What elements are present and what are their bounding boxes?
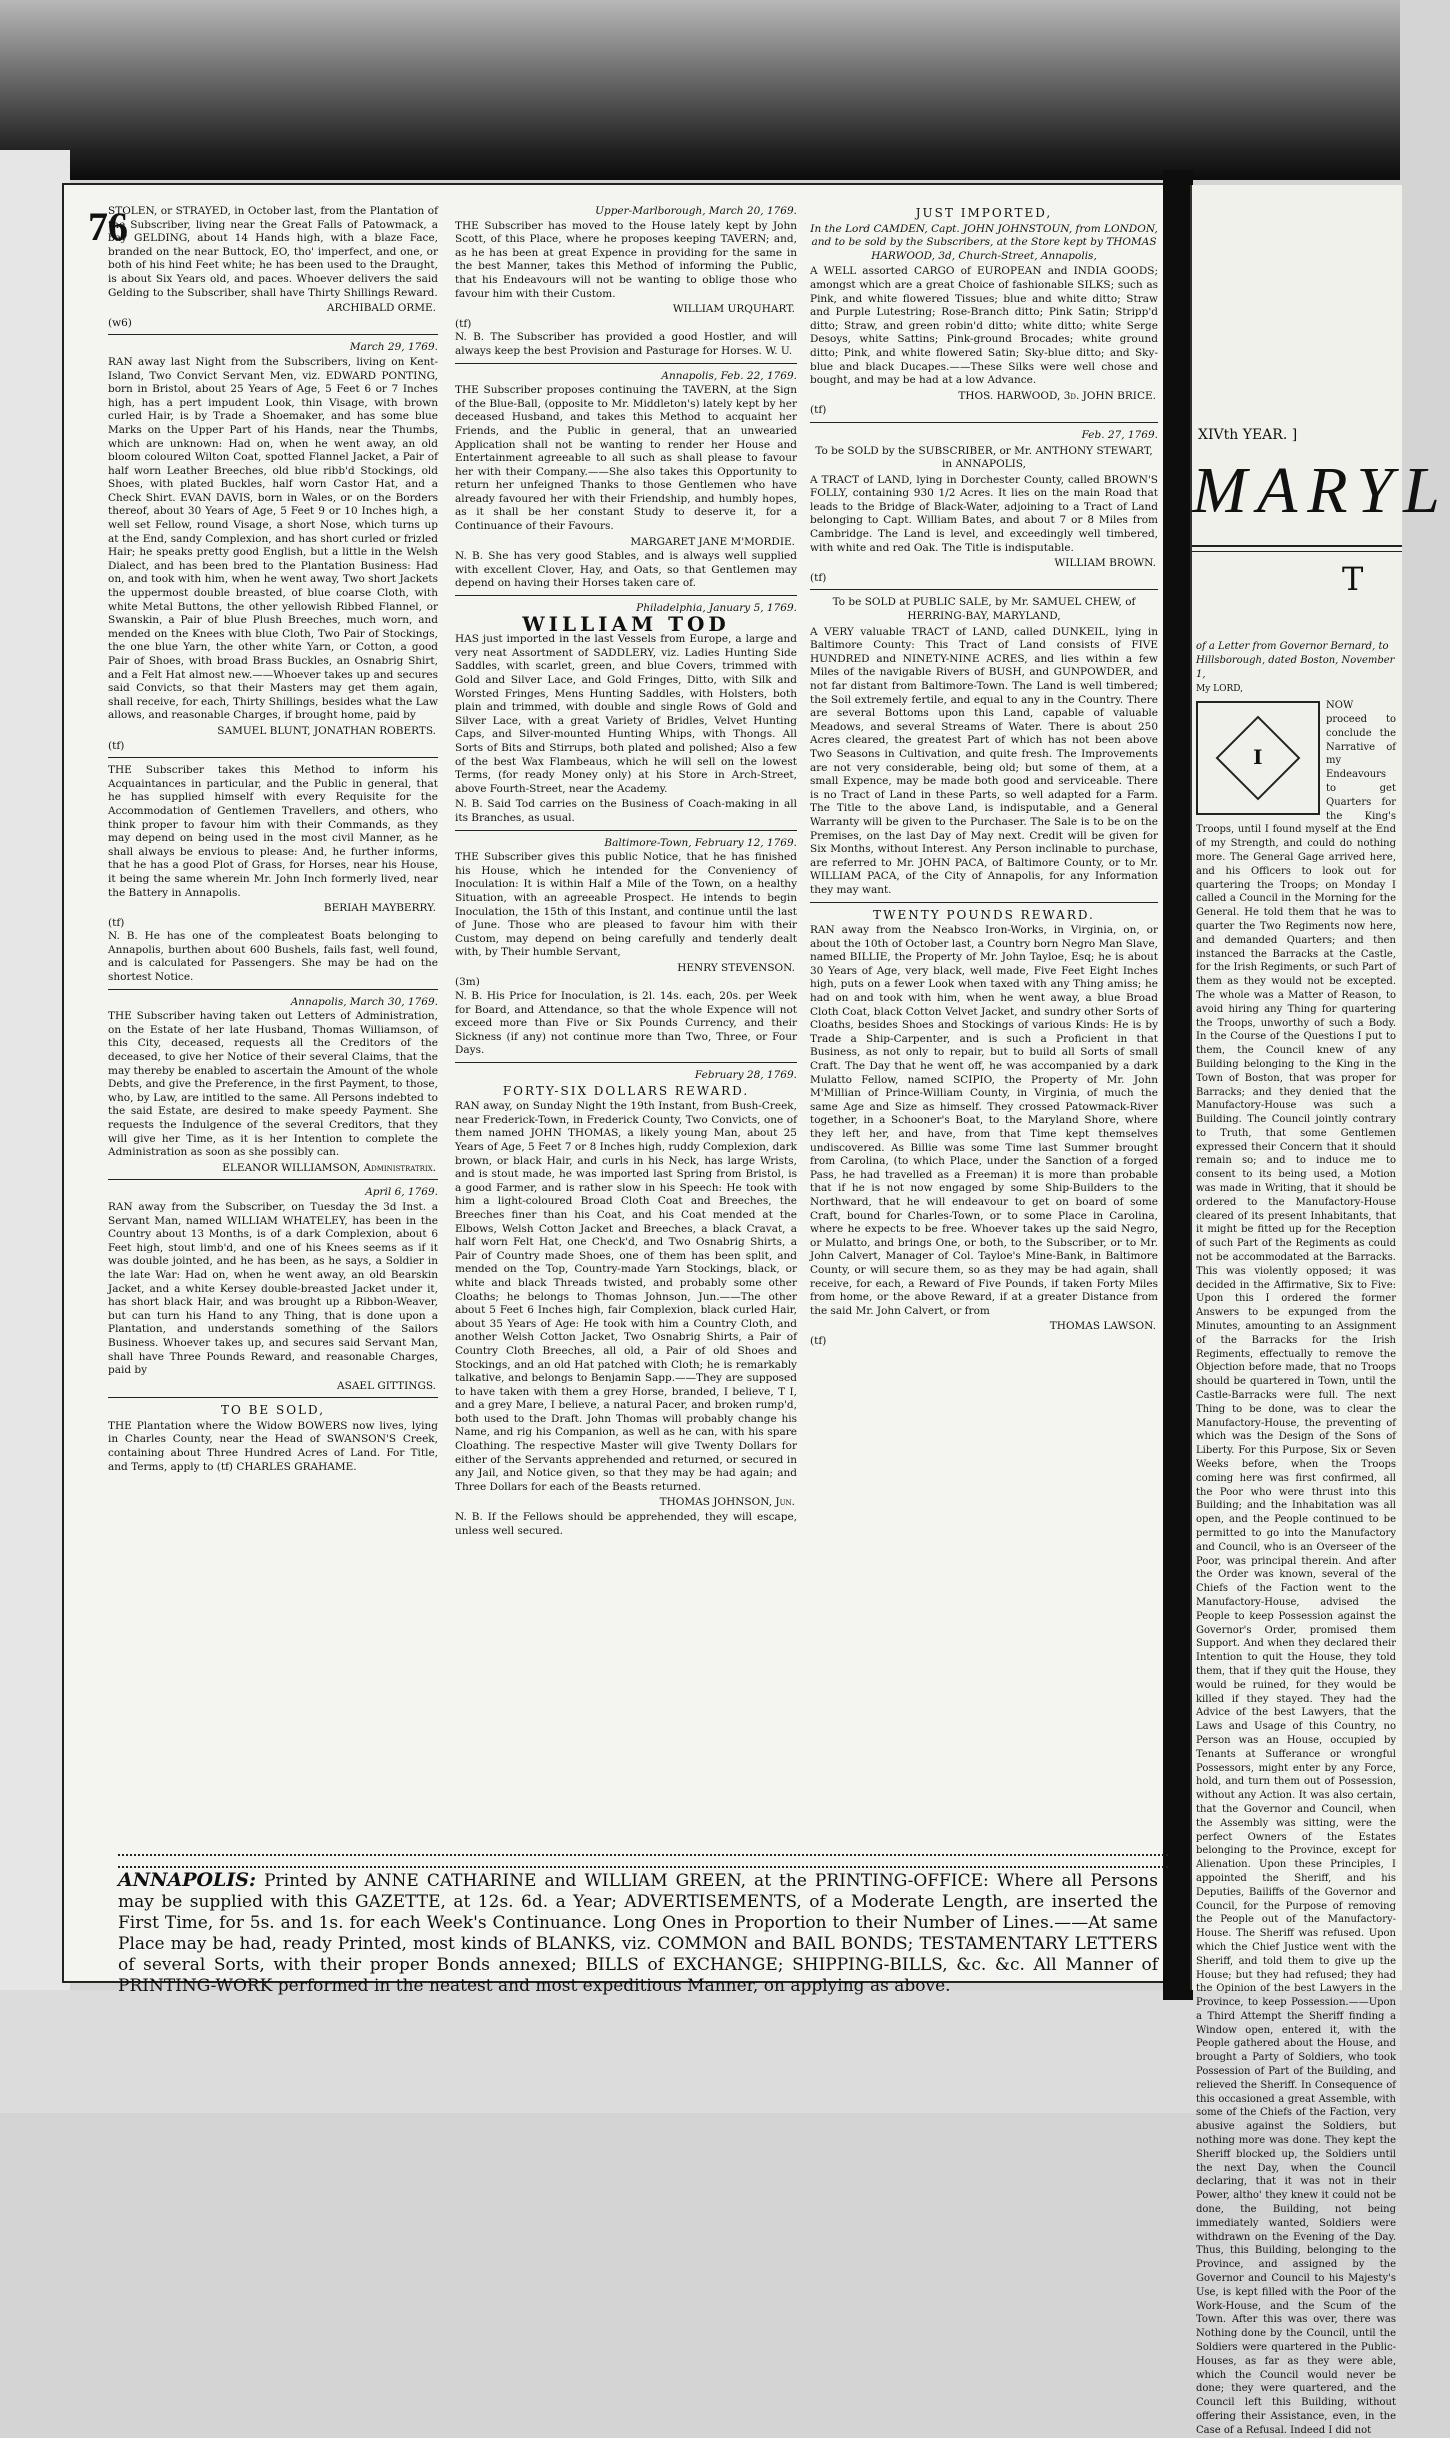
advert-heading: JUST IMPORTED, — [915, 206, 1053, 220]
advert-heading: TO BE SOLD, — [220, 1403, 326, 1418]
advert-tag: (tf) — [810, 404, 827, 417]
letter-text: NOW proceed to conclude the Narrative of my Endeavours to get Quarters for the King's Troops, until I found myself at the End of my Strength, and could do nothing more. The General Gage arrived here, and his Officers to look out for quartering the Troops; on Monday I called a Council in the Morning for the General. He told them that he was to quarter the Two Regiments now here, and demanded Quarters; and then instanced the Barracks at the Castle, for the Irish Regiments, or such Part of them as they would not be excepted. The whole was a Matter of Reason, to avoid hiring any Thing for quartering the Troops, unworthy of such a Body. In the Course of the Questions I put to them, the Council knew of any Building belonging to the King in the Town of Boston, that was proper for Barracks; and they denied that the Manufactory-House was such a Building. The Council jointly contrary to Truth, that some Gentlemen expressed their Concern that it should remain so; and to induce me to consent to its being used, a Motion was made in Writing, that it should be ordered to the Manufactory-House cleared of its present Inhabitants, that it might be fitted up for the Reception of such Part of the Regiments as could not be accommodated at the Barracks. This was violently opposed; it was decided in the Affirmative, Six to Five: Upon this I ordered the former Answers to be expunged from the Minutes, amounting to an Assignment of the Barracks for the Irish Regiments, effectually to remove the Objection before made, that no Troops should be quartered in Town, until the Castle-Barracks were full. The next Thing to be done, was to clear the Manufactory-House, the preventing of which was the Design of the Sons of Liberty. For this Purpose, Six or Seven Weeks before, when the Troops coming here was first confirmed, all the Poor who were thrust into this Building; and the Inhabitation was all open, and the People continued to be permitted to go into the Manufactory and Council, who is an Overseer of the Poor, was principal therein. And after the Order was known, several of the Chiefs of the Faction went to the Manufactory-House, advised the People to keep Possession against the Governor's Order, promised them Support. And when they declared their Intention to quit the House, they told them, that if they quit the House, they would be ruined, for they would be killed if they stayed. They had the Advice of the best Lawyers, that the Laws and Usage of this Country, no Person was an House, occupied by Tenants at Sufferance or wrongful Possessors, might enter by any Force, hold, and turn them out of Possession, without any Action. It was also certain, that the Governor and Council, when the Assembly was sitting, were the perfect Owners of the Estates belonging to the Province, except for Alienation. Upon these Principles, I appointed the Sheriff, and his Deputies, Bailiffs of the Governor and Council, for the Purpose of removing the People out of the Manufactory-House. The Sheriff was refused. Upon which the Chief Justice went with the Sheriff, and told them to give up the House; but they had refused; they had the Opinion of the best Lawyers in the Province, to keep Possession.——Upon a Third Attempt the Sheriff finding a Window open, entered it, with the People gathered about the House, and brought a Party of Soldiers, who took Possession of Part of the Building, and relieved the Sheriff. In Consequence of this occasioned a great Assemble, with some of the Chiefs of the Faction, very abusive against the Soldiers, but nothing more was done. They kept the Sheriff blocked up, the Soldiers until the next Day, when the Council declaring, that it was not in their Power, altho' they knew it could not be done, the Building, not being immediately wanted, Soldiers were withdrawn on the Evening of the Day. Thus, this Building, belonging to the Province, and assigned by the Governor and Council to his Majesty's Use, is kept filled with the Poor of the Work-House, and the Scum of the Town. After this was over, there was Nothing done by the Council, until the Soldiers were quartered in the Public-Houses, as far as they were able, which the Council would never be done; they were quartered, and the Council left this Building, without offering their Assistance, even, in the Case of a Refusal. Indeed I did not — [1196, 700, 1396, 2436]
advert-tag: (tf) — [810, 571, 827, 584]
divider — [108, 334, 438, 335]
advert-orme — [108, 205, 438, 330]
advert-harwood — [810, 207, 1158, 418]
advert-signature: THOS. HARWOOD, 3d. JOHN BRICE. — [958, 389, 1156, 402]
advert-text: A TRACT of LAND, lying in Dorchester County, called BROWN'S FOLLY, containing 930 1/2 Acres. It lies on the main Road that leads to the Bridge of Black-Water, adjoining to a Tract of Land belonging to Capt. William Bates, and about 7 or 8 Miles from Cambridge. The Land is level, and exceedingly well timbered, with white and red Oak. The Title is indisputable. — [810, 473, 1158, 554]
advert-text: THE Plantation where the Widow BOWERS now lives, lying in Charles County, near the Head of SWANSON'S Creek, containing about Three Hundred Acres of Land. For Title, and Terms, apply to (tf) CHARLES GRAHAME. — [108, 1419, 438, 1473]
advert-date: February 28, 1769. — [694, 1069, 797, 1082]
advert-note: N. B. Said Tod carries on the Business of Coach-making in all its Branches, as usual. — [455, 798, 797, 824]
advert-signature: ELEANOR WILLIAMSON, Administratrix. — [222, 1161, 436, 1174]
advert-text: THE Subscriber having taken out Letters of Administration, on the Estate of her late Husband, Thomas Williamson, of this City, deceased, requests all the Creditors of the deceased, to give her Notice of their several Claims, that the may thereby be enabled to ascertain the Amount of the whole Debts, and give the Preference, in the first Payment, to those, who, by Law, are intitled to the same. All Persons indebted to the said Estate, are desired to make speedy Payment. She requests the Indulgence of the several Creditors, that they will give her Time, as it is her Intention to complete the Administration as soon as she possibly can. — [108, 1010, 438, 1159]
advert-mayberry — [108, 764, 438, 985]
letter-heading: of a Letter from Governor Bernard, to Hillsborough, dated Boston, November 1, — [1196, 641, 1395, 680]
advert-grahame — [108, 1404, 438, 1474]
advert-note: N. B. His Price for Inoculation, is 2l. 14s. each, 20s. per Week for Board, and Attendance, so that the whole Expence will not exceed more than Five or Six Pounds Currency, and their Sickness (if any) not continue more than Two, Three, or Four Days. — [455, 990, 797, 1057]
advert-tag: (tf) — [108, 739, 125, 752]
advert-note: N. B. She has very good Stables, and is always well supplied with excellent Clover, Hay, and Oats, so that Gentlemen may depend on having their Horses taken care of. — [455, 550, 797, 590]
masthead-title: MARYL — [1192, 454, 1450, 527]
advert-blunt — [108, 341, 438, 753]
advert-tag: (tf) — [810, 1334, 827, 1347]
advert-tag: (tf) — [455, 317, 472, 330]
divider — [455, 1062, 797, 1063]
advert-note: N. B. He has one of the compleatest Boats belonging to Annapolis, burthen about 600 Bushels, fails fast, well found, and is calculated for Passengers. She may be had on the shortest Notice. — [108, 930, 438, 984]
ornamental-border — [118, 1854, 1168, 1868]
advert-text: STOLEN, or STRAYED, in October last, from the Plantation of the Subscriber, living near the Great Falls of Patowmack, a bay GELDING, about 14 Hands high, with a blaze Face, branded on the near Buttock, EO, tho' imperfect, and one, or both of his hind Feet white; he has been used to the Draught, is about Six Years old, and paces. Whoever delivers the said Gelding to the Subscriber, shall have Thirty Shillings Reward. — [108, 205, 438, 299]
advert-urquhart — [455, 205, 797, 359]
advert-text: THE Subscriber takes this Method to inform his Acquaintances in particular, and the Public in general, that he has supplied himself with every Requisite for the Accommodation of Gentlemen Travellers, and others, who think proper to favour him with their Commands, as they may depend on being used in the most civil Manner, as he shall always be envious to please: And, he further informs, that he has a good Plot of Grass, for Horses, near his House, it being the same wherein Mr. John Inch formerly lived, near the Battery in Annapolis. — [108, 764, 438, 899]
advert-date: March 29, 1769. — [349, 341, 438, 354]
column-1 — [108, 205, 438, 1840]
scan-margin-bottom — [0, 1990, 1400, 2113]
divider — [455, 363, 797, 364]
advert-text: HAS just imported in the last Vessels from Europe, a large and very neat Assortment of SADDLERY, viz. Ladies Hunting Side Saddles, with scarlet, green, and blue Covers, trimmed with Gold and Silver Lace, and Gold Fringes, Ditto, with Silk and Worsted Fringes, Mens Hunting Saddles, with Holsters, both plain and trimmed, with double and single Rows of Gold and Silver Lace, with a great Variety of Bridles, Velvet Hunting Caps, and Silver-mounted Hunting Whips, with Thongs. All Sorts of Bits and Stirrups, both plated and polished; Also a few of the best Wax Flambeaus, which he will sell on the lowest Terms, (for ready Money only) at his Store in Arch-Street, above Fourth-Street, near the Academy. — [455, 633, 797, 795]
advert-signature: BERIAH MAYBERRY. — [323, 902, 436, 915]
masthead-rule — [1192, 551, 1402, 552]
divider — [810, 589, 1158, 590]
advert-stevenson — [455, 837, 797, 1059]
advert-signature: MARGARET JANE M'MORDIE. — [630, 535, 795, 548]
advert-lead: In the Lord CAMDEN, Capt. JOHN JOHNSTOUN, from LONDON, and to be sold by the Subscribers, at the Store kept by THOMAS HARWOOD, 3d, Church-Street, Annapolis, — [810, 222, 1158, 262]
advert-date: April 6, 1769. — [365, 1186, 438, 1199]
advert-signature: THOMAS LAWSON. — [1049, 1320, 1156, 1333]
advert-date: Annapolis, March 30, 1769. — [290, 995, 438, 1008]
advert-date: Baltimore-Town, February 12, 1769. — [604, 836, 797, 849]
advert-date: Annapolis, Feb. 22, 1769. — [661, 369, 797, 382]
advert-date: Upper-Marlborough, March 20, 1769. — [595, 205, 797, 217]
book-gutter — [1163, 170, 1193, 2000]
divider — [810, 902, 1158, 903]
advert-signature: ARCHIBALD ORME. — [326, 302, 436, 315]
advert-tod — [455, 602, 797, 826]
advert-heading: FORTY-SIX DOLLARS REWARD. — [502, 1083, 750, 1098]
advert-signature: WILLIAM BROWN. — [1054, 557, 1156, 570]
scan-margin-left — [0, 150, 70, 2113]
facing-page-year: XIVth YEAR. ] — [1198, 427, 1298, 443]
masthead-rule — [1192, 545, 1402, 547]
divider — [455, 830, 797, 831]
advert-text: A VERY valuable TRACT of LAND, called DUNKEIL, lying in Baltimore County: This Tract of Land consists of FIVE HUNDRED and NINETY-NINE ACRES, and lies within a few Miles of the navigable Rivers of BUSH, and GUNPOWDER, and not far distant from Baltimore-Town. The Land is well timbered; the Soil extremely fertile, and equal to any in the Country. There are several Bottoms upon this Land, capable of valuable Meadows, and several Streams of Water. There is about 250 Acres cleared, the greatest Part of which has not been above Two Seasons in Cultivation, and quite fresh. The Improvements are not very considerable, being old; but some of them, at a small Expence, may be made both good and serviceable. There is no Tract of Land in these Parts, so well adapted for a Farm. The Title to the above Land, is indisputable, and a General Warranty will be given to the Purchaser. The Sale is to be on the Premises, on the last Day of May next. Credit will be given for Six Months, without Interest. Any Person inclinable to purchase, are referred to Mr. JOHN PACA, of Baltimore County, or to Mr. WILLIAM PACA, of the City of Annapolis, for any Information they may want. — [810, 625, 1158, 896]
advert-note: N. B. If the Fellows should be apprehended, they will escape, unless well secured. — [455, 1511, 797, 1537]
advert-gittings — [108, 1186, 438, 1393]
divider — [108, 989, 438, 990]
facing-page — [1190, 185, 1450, 2436]
ornamental-initial — [1196, 701, 1320, 815]
advert-date: Philadelphia, January 5, 1769. — [636, 602, 797, 615]
advert-chew — [810, 596, 1158, 897]
advert-heading: To be SOLD by the SUBSCRIBER, or Mr. ANTHONY STEWART, in ANNAPOLIS, — [815, 444, 1153, 471]
initial-letter: I — [1253, 745, 1263, 770]
advert-text: RAN away last Night from the Subscribers, living on Kent-Island, Two Convict Servant Men, viz. EDWARD PONTING, born in Bristol, about 25 Years of Age, 5 Feet 6 or 7 Inches high, has a pert impudent Look, thin Visage, with brown curled Hair, is by Trade a Shoemaker, and has some blue Marks on the Upper Part of his Hands, near the Thumbs, which are unknown: Had on, when he went away, an old bloom coloured Wilton Coat, spotted Flannel Jacket, a Pair of half worn Leather Breeches, old blue ribb'd Stockings, old Shoes, with plated Buckles, half worn Castor Hat, and a Check Shirt. EVAN DAVIS, born in Wales, or on the Borders thereof, about 30 Years of Age, 5 Feet 9 or 10 Inches high, a well set Fellow, round Visage, a short Nose, which turns up at the End, sandy Complexion, and has short curled or frizled Hair; he speaks pretty good English, but a little in the Welsh Dialect, and has been bred to the Plantation Business: Had on, and took with him, when he went away, Two short Jackets the uppermost double breasted, of blue coarse Cloth, with white Metal Buttons, the other yellowish Ribbed Flannel, or Swanskin, a Pair of blue Plush Breeches, much worn, and mended on the Knees with blue Cloth, Two Pair of Stockings, the one blue Yarn, the other white Yarn, or Cotton, a good Pair of Shoes, with broad Brass Buckles, an Osnabrig Shirt, and a Felt Hat almost new.——Whoever takes up and secures said Convicts, so that their Masters may get them again, shall receive, for each, Thirty Shillings, besides what the Law allows, and reasonable Charges, if brought home, paid by — [108, 355, 438, 722]
page-number: 76 — [88, 204, 128, 249]
advert-signature: SAMUEL BLUNT, JONATHAN ROBERTS. — [217, 724, 436, 737]
masthead-subtitle: T — [1342, 560, 1364, 598]
advert-heading: To be SOLD at PUBLIC SALE, by Mr. SAMUEL CHEW, of HERRING-BAY, MARYLAND, — [832, 596, 1136, 623]
advert-signature: ASAEL GITTINGS. — [337, 1379, 436, 1392]
divider — [455, 595, 797, 596]
advert-lawson — [810, 909, 1158, 1349]
advert-brown — [810, 429, 1158, 586]
advert-williamson — [108, 996, 438, 1176]
advert-text: THE Subscriber has moved to the House lately kept by John Scott, of this Place, where he proposes keeping TAVERN; and, as he has been at great Expence in providing for the same in the best Manner, takes this Method of informing the Public, that his Endeavours will not be wanting to oblige those who favour him with their Custom. — [455, 219, 797, 300]
advert-text: A WELL assorted CARGO of EUROPEAN and INDIA GOODS; amongst which are a great Choice of fashionable SILKS; such as Pink, and white flowered Tissues; blue and white ditto; Straw and Purple Lutestring; Rose-Branch ditto; Pink Satin; Stripp'd ditto; Straw, and green robin'd ditto; white ditto; white Serge Desoys, white Sattins; Pink-ground Brocades; white ground ditto; Pink, and white flowered Satin; Sky-blue ditto; and Sky-blue and black Ducapes.——These Silks were well chose and bought, and may be had at a low Advance. — [810, 265, 1158, 387]
diamond-frame — [1216, 716, 1301, 801]
divider — [108, 757, 438, 758]
advert-text: THE Subscriber gives this public Notice, that he has finished his House, which he intended for the Conveniency of Inoculation: It is within Half a Mile of the Town, on a healthy Situation, with an agreeable Prospect. He intends to begin Inoculation, the 15th of this Instant, and continue until the last of June. Those who are pleased to favour him with their Custom, may depend on being carefully and tenderly dealt with, by Their humble Servant, — [455, 851, 797, 959]
column-3 — [810, 205, 1158, 1860]
advert-tag: (3m) — [455, 976, 480, 989]
divider — [108, 1397, 438, 1398]
column-2 — [455, 205, 797, 1815]
advert-text: RAN away, on Sunday Night the 19th Instant, from Bush-Creek, near Frederick-Town, in Frederick County, Two Convicts, one of them named JOHN THOMAS, a likely young Man, about 25 Years of Age, 5 Feet 7 or 8 Inches high, ruddy Complexion, dark brown, or black Hair, and curls in his Neck, has large Wrists, and is stout made, he was imported last Spring from Bristol, is a good Farmer, and is rather slow in his Speech: He took with him a light-coloured Broad Cloth Coat and Breeches, the Breeches finer than his Coat, and his Coat mended at the Elbows, Welsh Cotton Jacket and Breeches, a black Cravat, a half worn Felt Hat, one Check'd, and Two Osnabrig Shirts, a Pair of Country made Shoes, one of them has been split, and mended on the Top, Country-made Yarn Stockings, black, or white and black Threads twisted, and probably some other Cloaths; he belongs to Thomas Johnson, Jun.——The other about 5 Feet 6 Inches high, fair Complexion, black curled Hair, about 35 Years of Age: He took with him a Country Cloth, and another Welsh Cotton Jacket, Two Osnabrig Shirts, a Pair of Country Cloth Breeches, all old, a Pair of old Shoes and Stockings, and an old Hat patched with Cloth; he is remarkably talkative, and belongs to Benjamin Sapp.——They are supposed to have taken with them a grey Horse, branded, I believe, T I, and a grey Mare, I believe, a natural Pacer, and broken rump'd, both used to the Draft. John Thomas will probably change his Name, and rig his Companion, as well as he can, with his spare Cloathing. The respective Master will give Twenty Dollars for either of the Servants apprehended and returned, or secured in any Jail, and Notice given, so that they may be had again; and Three Dollars for each of the Beasts returned. — [455, 1100, 797, 1493]
advert-johnson — [455, 1069, 797, 1538]
advert-tag: (w6) — [108, 316, 132, 329]
colophon-lead: ANNAPOLIS: — [118, 1869, 257, 1891]
advert-date: Feb. 27, 1769. — [1081, 428, 1158, 441]
advert-text: RAN away from the Neabsco Iron-Works, in Virginia, on, or about the 10th of October last, a Country born Negro Man Slave, named BILLIE, the Property of Mr. John Tayloe, Esq; he is about 30 Years of Age, very black, well made, Five Feet Eight Inches high, puts on a fewer Look when taxed with any Thing amiss; he had on and took with him, when he went away, a blue Broad Cloth Coat, black Cotton Velvet Jacket, and sundry other Sorts of Cloaths, besides Shoes and Stockings of various Kinds: He is by Trade a Ship-Carpenter, and is such a Proficient in that Business, as not only to repair, but to build all Sorts of small Craft. The Day that he went off, he was accompanied by a dark Mulatto Fellow, named SCIPIO, the Property of Mr. John M'Millian of Prince-William County, in Virginia, of much the same Age and Size as himself. They crossed Patowmack-River together, in a Schooner's Boat, to the Maryland Shore, where they left her, and have, from that Time kept themselves undiscovered. As Billie was some Time last Summer brought from Carolina, (to which Place, under the Sanction of a forged Pass, he had travelled as a Freeman) it is more than probable that if he is not now engaged by some Ship-Builders to the Northward, that he will endeavour to get on board of some Craft, bound for Charles-Town, or to some Place in Carolina, where he expects to be free. Whoever takes up the said Negro, or Mulatto, and brings One, or both, to the Subscriber, or to Mr. John Calvert, Manager of Col. Tayloe's Mine-Bank, in Baltimore County, or will secure them, so as they may be had again, shall receive, for each, a Reward of Five Pounds, if taken Forty Miles from home, or the above Reward, if at a greater Distance from the said Mr. John Calvert, or from — [810, 924, 1158, 1317]
scan-shadow-top — [0, 0, 1400, 180]
letter-salutation: My LORD, — [1196, 684, 1244, 695]
advert-text: RAN away from the Subscriber, on Tuesday the 3d Inst. a Servant Man, named WILLIAM WHATELEY, has been in the Country about 13 Months, is of a dark Complexion, about 6 Feet high, stout limb'd, and one of his Knees seems as if it was double jointed, and he has been, as he says, a Soldier in the late War: Had on, when he went away, an old Bearskin Jacket, and a white Kersey double-breasted Jacket under it, has short black Hair, and was brought up a Ribbon-Weaver, but can turn his Hand to any Thing, that is done upon a Plantation, and understands something of the Sailors Business. Whoever takes up, and secures said Servant Man, shall have Three Pounds Reward, and reasonable Charges, paid by — [108, 1200, 438, 1377]
letter-body — [1196, 640, 1396, 2438]
colophon-text: Printed by ANNE CATHARINE and WILLIAM GREEN, at the PRINTING-OFFICE: Where all Persons may be supplied with this GAZETTE, at 12s. 6d. a Year; ADVERTISEMENTS, of a Moderate Length, are inserted the First Time, for 5s. and 1s. for each Week's Continuance. Long Ones in Proportion to their Number of Lines.——At same Place may be had, ready Printed, most kinds of BLANKS, viz. COMMON and BAIL BONDS; TESTAMENTARY LETTERS of several Sorts, with their proper Bonds annexed; BILLS of EXCHANGE; SHIPPING-BILLS, &c. &c. All Manner of PRINTING-WORK performed in the neatest and most expeditious Manner, on applying as above. — [118, 1871, 1158, 1996]
printer-colophon — [118, 1870, 1158, 1997]
advert-heading: TWENTY POUNDS REWARD. — [873, 907, 1095, 922]
advert-signature: WILLIAM URQUHART. — [672, 303, 795, 316]
advert-signature: THOMAS JOHNSON, Jun. — [659, 1496, 795, 1509]
advert-mcmordie — [455, 370, 797, 592]
divider — [108, 1179, 438, 1180]
advert-heading: WILLIAM TOD — [522, 611, 730, 636]
advert-signature: HENRY STEVENSON. — [677, 961, 795, 974]
divider — [810, 422, 1158, 423]
advert-text: THE Subscriber proposes continuing the TAVERN, at the Sign of the Blue-Ball, (opposite to Mr. Middleton's) lately kept by her deceased Husband, and takes this Method to acquaint her Friends, and the Public in general, that an unwearied Application shall not be wanting to render her House and Entertainment agreeable to all such as shall please to favour her with their Company.——She also takes this Opportunity to return her unfeigned Thanks to those Gentlemen who have already favoured her with their Friendship, and humbly hopes, as it shall be her constant Study to deserve it, for a Continuance of their Favours. — [455, 384, 797, 533]
advert-note: N. B. The Subscriber has provided a good Hostler, and will always keep the best Provision and Pasturage for Horses. W. U. — [455, 331, 797, 357]
advert-tag: (tf) — [108, 916, 125, 929]
